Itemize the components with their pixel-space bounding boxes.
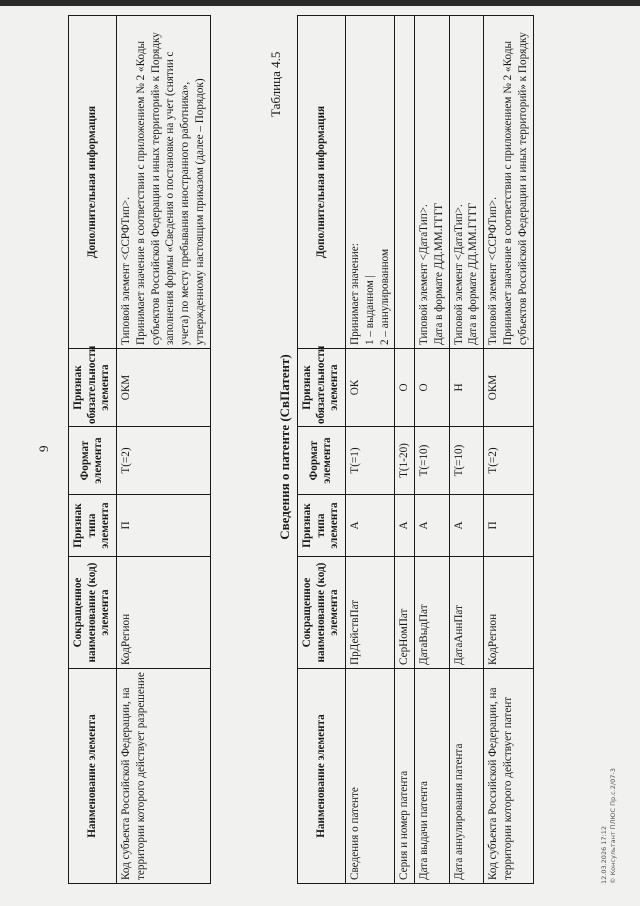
cell-format: T(=10) — [415, 427, 450, 495]
info-line: 2 – аннулированном — [378, 248, 391, 345]
cell-name: Сведения о патенте — [345, 669, 394, 884]
cell-name: Серия и номер патента — [395, 669, 415, 884]
cell-required: ОКМ — [116, 349, 210, 427]
cell-type: А — [415, 495, 450, 557]
table-patent-info — [297, 15, 534, 884]
cell-format: T(=10) — [449, 427, 484, 495]
stamp-line: 12.03.2026 17:12 — [600, 825, 608, 884]
cell-code: КодРегион — [484, 557, 533, 669]
cell-format: T(=2) — [484, 427, 533, 495]
table-row — [395, 16, 415, 884]
rotated-page — [0, 2, 630, 892]
header-required: Признак обязательности элемента — [69, 349, 117, 427]
info-line: Дата в формате ДД.ММ.ГГГГ — [467, 202, 480, 345]
cell-code: ДатаВыдПат — [415, 557, 450, 669]
table-row — [484, 16, 533, 884]
cell-info — [484, 16, 533, 349]
cell-type: П — [116, 495, 210, 557]
table-header-row — [298, 16, 346, 884]
info-line: Принимает значение в соответствии с приложением № 2 «Коды субъектов Российской Федерации и иных территорий» к Порядку — [502, 32, 529, 345]
cell-name: Дата выдачи патента — [415, 669, 450, 884]
cell-code: СерНомПат — [395, 557, 415, 669]
header-code: Сокращенное наименование (код) элемента — [69, 557, 117, 669]
header-name: Наименование элемента — [298, 669, 346, 884]
info-line: Дата в формате ДД.ММ.ГГГГ — [432, 202, 445, 345]
cell-info — [415, 16, 450, 349]
stamp-line: © Консультант ПЛЮС Пр.с.2/07-3 — [609, 768, 618, 884]
header-required: Признак обязательности элемента — [298, 349, 346, 427]
info-line: Типовой элемент <ССРФТип>. — [119, 196, 132, 345]
cell-type: П — [484, 495, 533, 557]
cell-info — [116, 16, 210, 349]
cell-format: T(=2) — [116, 427, 210, 495]
header-code: Сокращенное наименование (код) элемента — [298, 557, 346, 669]
table-header-row — [69, 16, 117, 884]
document-stamp — [600, 768, 618, 884]
table-row — [116, 16, 210, 884]
cell-code: КодРегион — [116, 557, 210, 669]
page-number: 9 — [36, 445, 51, 452]
cell-info — [345, 16, 394, 349]
header-type: Признак типа элемента — [298, 495, 346, 557]
cell-required: ОК — [345, 349, 394, 427]
header-info: Дополнительная информация — [298, 16, 346, 349]
cell-required: Н — [449, 349, 484, 427]
header-info: Дополнительная информация — [69, 16, 117, 349]
table-continuation — [68, 15, 211, 884]
table-row — [345, 16, 394, 884]
header-format: Формат элемента — [298, 427, 346, 495]
info-line: Принимает значение: — [348, 243, 361, 345]
info-line: Типовой элемент <ССРФТип>. — [487, 196, 500, 345]
header-name: Наименование элемента — [69, 669, 117, 884]
cell-required: О — [415, 349, 450, 427]
table-row — [449, 16, 484, 884]
table-row — [415, 16, 450, 884]
cell-code: ДатаАннПат — [449, 557, 484, 669]
cell-required: О — [395, 349, 415, 427]
header-format: Формат элемента — [69, 427, 117, 495]
table-title: Сведения о патенте (СвПатент) — [277, 354, 292, 540]
cell-name: Код субъекта Российской Федерации, на территории которого действует разрешение — [116, 669, 210, 884]
info-line: Типовой элемент <ДатаТип>. — [452, 204, 465, 345]
cell-format: T(1-20) — [395, 427, 415, 495]
cell-required: ОКМ — [484, 349, 533, 427]
info-line: Принимает значение в соответствии с приложением № 2 «Коды субъектов Российской Федерации и иных территорий» к Порядку заполнения формы «Сведения о постановке на учет (снятии с учета) по месту пребывания иностранного работника», утвержденному настоящим приказом (далее – Порядок) — [134, 32, 206, 345]
cell-name: Код субъекта Российской Федерации, на территории которого действует патент — [484, 669, 533, 884]
info-line: Типовой элемент <ДатаТип>. — [418, 204, 431, 345]
header-type: Признак типа элемента — [69, 495, 117, 557]
table-caption: Таблица 4.5 — [268, 51, 283, 117]
cell-code: ПрДействПат — [345, 557, 394, 669]
cell-format: T(=1) — [345, 427, 394, 495]
cell-name: Дата аннулирования патента — [449, 669, 484, 884]
cell-type: А — [449, 495, 484, 557]
cell-type: А — [395, 495, 415, 557]
info-line: 1 – выданном | — [363, 275, 376, 345]
cell-type: А — [345, 495, 394, 557]
cell-info — [449, 16, 484, 349]
cell-info — [395, 16, 415, 349]
